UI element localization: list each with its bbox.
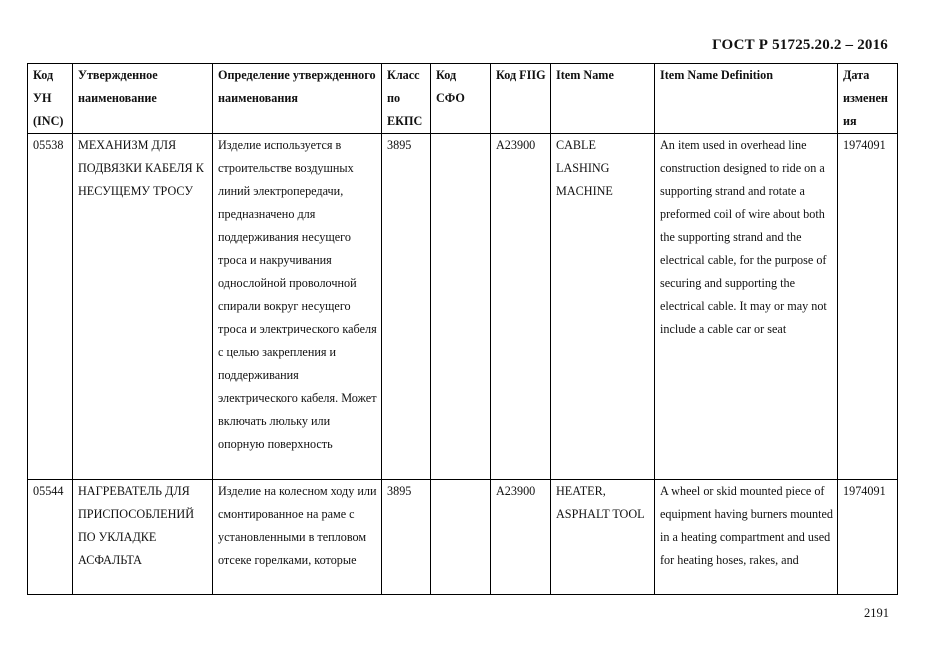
cell-approved-name: МЕХАНИЗМ ДЛЯ ПОДВЯЗКИ КАБЕЛЯ К НЕСУЩЕМУ ТРОСУ (73, 134, 213, 480)
cell-inc: 05544 (28, 480, 73, 595)
cell-class: 3895 (382, 480, 431, 595)
cell-approved-name: НАГРЕВАТЕЛЬ ДЛЯ ПРИСПОСОБЛЕНИЙ ПО УКЛАДКЕ АСФАЛЬТА (73, 480, 213, 595)
cell-item-name: HEATER, ASPHALT TOOL (551, 480, 655, 595)
cell-inc: 05538 (28, 134, 73, 480)
table-row (28, 134, 898, 480)
classification-table (27, 63, 898, 595)
cell-definition: Изделие используется в строительстве воздушных линий электропередачи, предназначено для поддерживания несущего троса и накручивания однослойной проволочной спирали вокруг несущего троса и электрического кабеля с целью закрепления и поддерживания электрического кабеля. Может включать люльку или опорную поверхность (213, 134, 382, 480)
cell-fiig: A23900 (491, 134, 551, 480)
cell-item-definition: A wheel or skid mounted piece of equipment having burners mounted in a heating compartment and used for heating hoses, rakes, and (655, 480, 838, 595)
col-header-definition: Определение утвержденного наименования (213, 64, 382, 134)
table-row (28, 480, 898, 595)
cell-item-name: CABLE LASHING MACHINE (551, 134, 655, 480)
col-header-sfo: Код СФО (431, 64, 491, 134)
col-header-item-name: Item Name (551, 64, 655, 134)
col-header-date: Дата изменения (838, 64, 898, 134)
cell-definition: Изделие на колесном ходу или смонтированное на раме с установленными в тепловом отсеке горелками, которые (213, 480, 382, 595)
cell-date: 1974091 (838, 480, 898, 595)
cell-class: 3895 (382, 134, 431, 480)
col-header-inc: Код УН (INC) (28, 64, 73, 134)
cell-sfo (431, 134, 491, 480)
page-number: 2191 (864, 606, 889, 620)
document-standard-header: ГОСТ Р 51725.20.2 – 2016 (712, 37, 888, 53)
col-header-fiig: Код FIIG (491, 64, 551, 134)
table-header-row (28, 64, 898, 134)
col-header-class: Класс по ЕКПС (382, 64, 431, 134)
cell-fiig: A23900 (491, 480, 551, 595)
cell-sfo (431, 480, 491, 595)
col-header-approved-name: Утвержденное наименование (73, 64, 213, 134)
col-header-item-definition: Item Name Definition (655, 64, 838, 134)
cell-item-definition: An item used in overhead line construction designed to ride on a supporting strand and rotate a preformed coil of wire about both the supporting strand and the electrical cable, for the purpose of securing and supporting the electrical cable. It may or may not include a cable car or seat (655, 134, 838, 480)
cell-date: 1974091 (838, 134, 898, 480)
